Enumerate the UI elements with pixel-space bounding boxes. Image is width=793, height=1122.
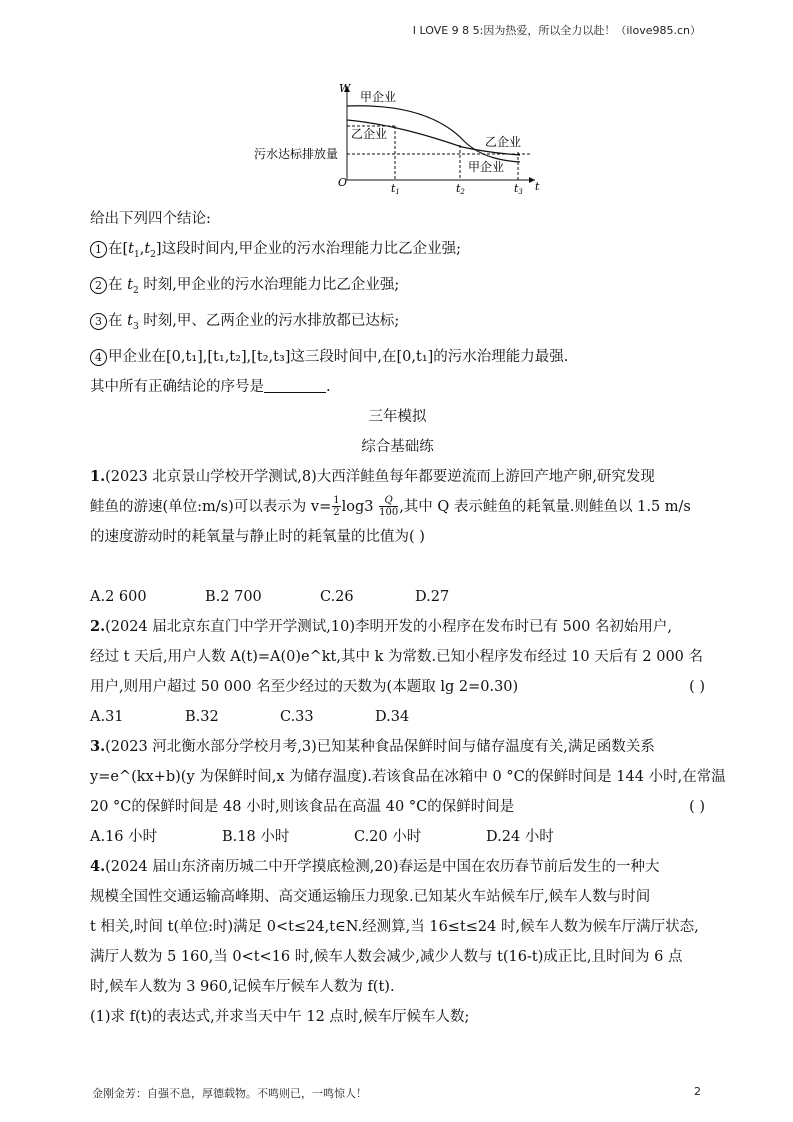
q3-option-c[interactable]: C.20 小时 xyxy=(354,828,422,845)
conclusion-1: 1 在$[t_1,t_2]$这段时间内,甲企业的污水治理能力比乙企业强; xyxy=(90,234,705,270)
firm-a-label-right: 甲企业 xyxy=(468,160,505,174)
page-content xyxy=(90,204,726,1032)
firm-a-label-top: 甲企业 xyxy=(360,90,397,104)
t3-label: t3 xyxy=(514,182,523,196)
intro-text: 给出下列四个结论: xyxy=(90,211,211,227)
q1-option-c[interactable]: C.26 xyxy=(320,588,354,605)
q2-option-c[interactable]: C.33 xyxy=(280,708,314,725)
q3-answer-paren: ( ) xyxy=(689,798,705,815)
q2-line1: 2.(2024 届北京东直门中学开学测试,10)李明开发的小程序在发布时已有 500 名初始用户, xyxy=(90,617,673,635)
firm-b-label-top: 乙企业 xyxy=(351,127,388,141)
q3-line3: 20 °C的保鲜时间是 48 小时,则该食品在高温 40 °C的保鲜时间是 ( ) xyxy=(90,792,705,822)
t-axis-label: t xyxy=(535,180,540,193)
q1-line1: 1.(2023 北京景山学校开学测试,8)大西洋鲑鱼每年都要逆流而上游回产地产卵,研究发现 xyxy=(90,467,655,485)
q1-options xyxy=(90,582,705,612)
origin-label: O xyxy=(338,176,348,189)
q2-answer-paren: ( ) xyxy=(689,678,705,695)
w-axis-label: W xyxy=(339,82,351,95)
q3-option-d[interactable]: D.24 小时 xyxy=(486,828,554,845)
q1-line3: 的速度游动时的耗氧量与静止时的耗氧量的比值为( ) xyxy=(90,528,425,545)
firm-b-label-right: 乙企业 xyxy=(485,135,522,149)
q2-line2: 经过 t 天后,用户人数 A(t)=A(0)e^kt,其中 k 为常数.已知小程序发布经过 10 天后有 2 000 名 xyxy=(90,648,703,665)
q2-option-d[interactable]: D.34 xyxy=(375,708,410,725)
t2-label: t2 xyxy=(456,182,465,196)
q4-line5: 时,候车人数为 3 960,记候车厅候车人数为 f(t). xyxy=(90,978,395,995)
discharge-label: 污水达标排放量 xyxy=(254,147,339,161)
conclusion-3: 3 在 $t_3$ 时刻,甲、乙两企业的污水排放都已达标; xyxy=(90,306,705,342)
subsection-title: 综合基础练 xyxy=(361,438,434,455)
q3-option-b[interactable]: B.18 小时 xyxy=(222,828,290,845)
answer-blank[interactable] xyxy=(264,376,326,393)
fraction-q-100: $\frac{Q}{100}$ xyxy=(379,495,399,519)
q1-option-a[interactable]: A.2 600 xyxy=(90,588,147,605)
q3-line2: y=e^(kx+b)(y 为保鲜时间,x 为储存温度).若该食品在冰箱中 0 °C的保鲜时间是 144 小时,在常温 xyxy=(90,768,726,785)
circled-number: 3 xyxy=(90,313,107,330)
question-tail: 其中所有正确结论的序号是 . xyxy=(90,372,705,402)
q1-option-d[interactable]: D.27 xyxy=(415,588,450,605)
conclusion-2: 2 在 $t_2$ 时刻,甲企业的污水治理能力比乙企业强; xyxy=(90,270,705,306)
circled-number: 4 xyxy=(90,349,107,366)
q2-option-b[interactable]: B.32 xyxy=(185,708,219,725)
circled-number: 1 xyxy=(90,241,107,258)
q2-option-a[interactable]: A.31 xyxy=(90,708,124,725)
q4-line3: t 相关,时间 t(单位:时)满足 0<t≤24,t∈N.经测算,当 16≤t≤24 时,候车人数为候车厅满厅状态, xyxy=(90,918,699,935)
q3-line1: 3.(2023 河北衡水部分学校月考,3)已知某种食品保鲜时间与储存温度有关,满足函数关系 xyxy=(90,737,655,755)
q2-line3: 用户,则用户超过 50 000 名至少经过的天数为(本题取 lg 2=0.30) ( ) xyxy=(90,672,705,702)
q4-line4: 满厅人数为 5 160,当 0<t<16 时,候车人数会减少,减少人数与 t(16-t)成正比,且时间为 6 点 xyxy=(90,948,683,965)
q3-option-a[interactable]: A.16 小时 xyxy=(90,828,158,845)
page-header: I LOVE 9 8 5:因为热爱，所以全力以赴！（ilove985.cn） xyxy=(412,24,701,37)
fraction-half: $\frac{1}{2}$ xyxy=(333,495,340,519)
t1-label: t1 xyxy=(391,182,400,196)
section-title: 三年模拟 xyxy=(368,408,427,425)
page-footer-motto: 金刚金芳：自强不息，厚德载物。不鸣则已，一鸣惊人！ xyxy=(92,1087,367,1100)
q1-line2: 鲑鱼的游速(单位:m/s)可以表示为 v= $\frac{1}{2}$ log3 $\frac{Q}{100}$ ,其中 Q 表示鲑鱼的耗氧量.则鲑鱼以 1.5 m/s xyxy=(90,495,691,519)
q3-options xyxy=(90,822,705,852)
q1-option-b[interactable]: B.2 700 xyxy=(205,588,262,605)
q4-line6: (1)求 f(t)的表达式,并求当天中午 12 点时,候车厅候车人数; xyxy=(90,1008,470,1025)
page-number: 2 xyxy=(694,1085,701,1098)
q4-line1: 4.(2024 届山东济南历城二中开学摸底检测,20)春运是中国在农历春节前后发生的一种大 xyxy=(90,857,660,875)
q2-options xyxy=(90,702,705,732)
pollution-figure xyxy=(250,80,550,200)
conclusion-4: 4 甲企业在[0,t₁],[t₁,t₂],[t₂,t₃]这三段时间中,在[0,t₁]的污水治理能力最强. xyxy=(90,342,705,372)
circled-number: 2 xyxy=(90,277,107,294)
q4-line2: 规模全国性交通运输高峰期、高交通运输压力现象.已知某火车站候车厅,候车人数与时间 xyxy=(90,888,651,905)
